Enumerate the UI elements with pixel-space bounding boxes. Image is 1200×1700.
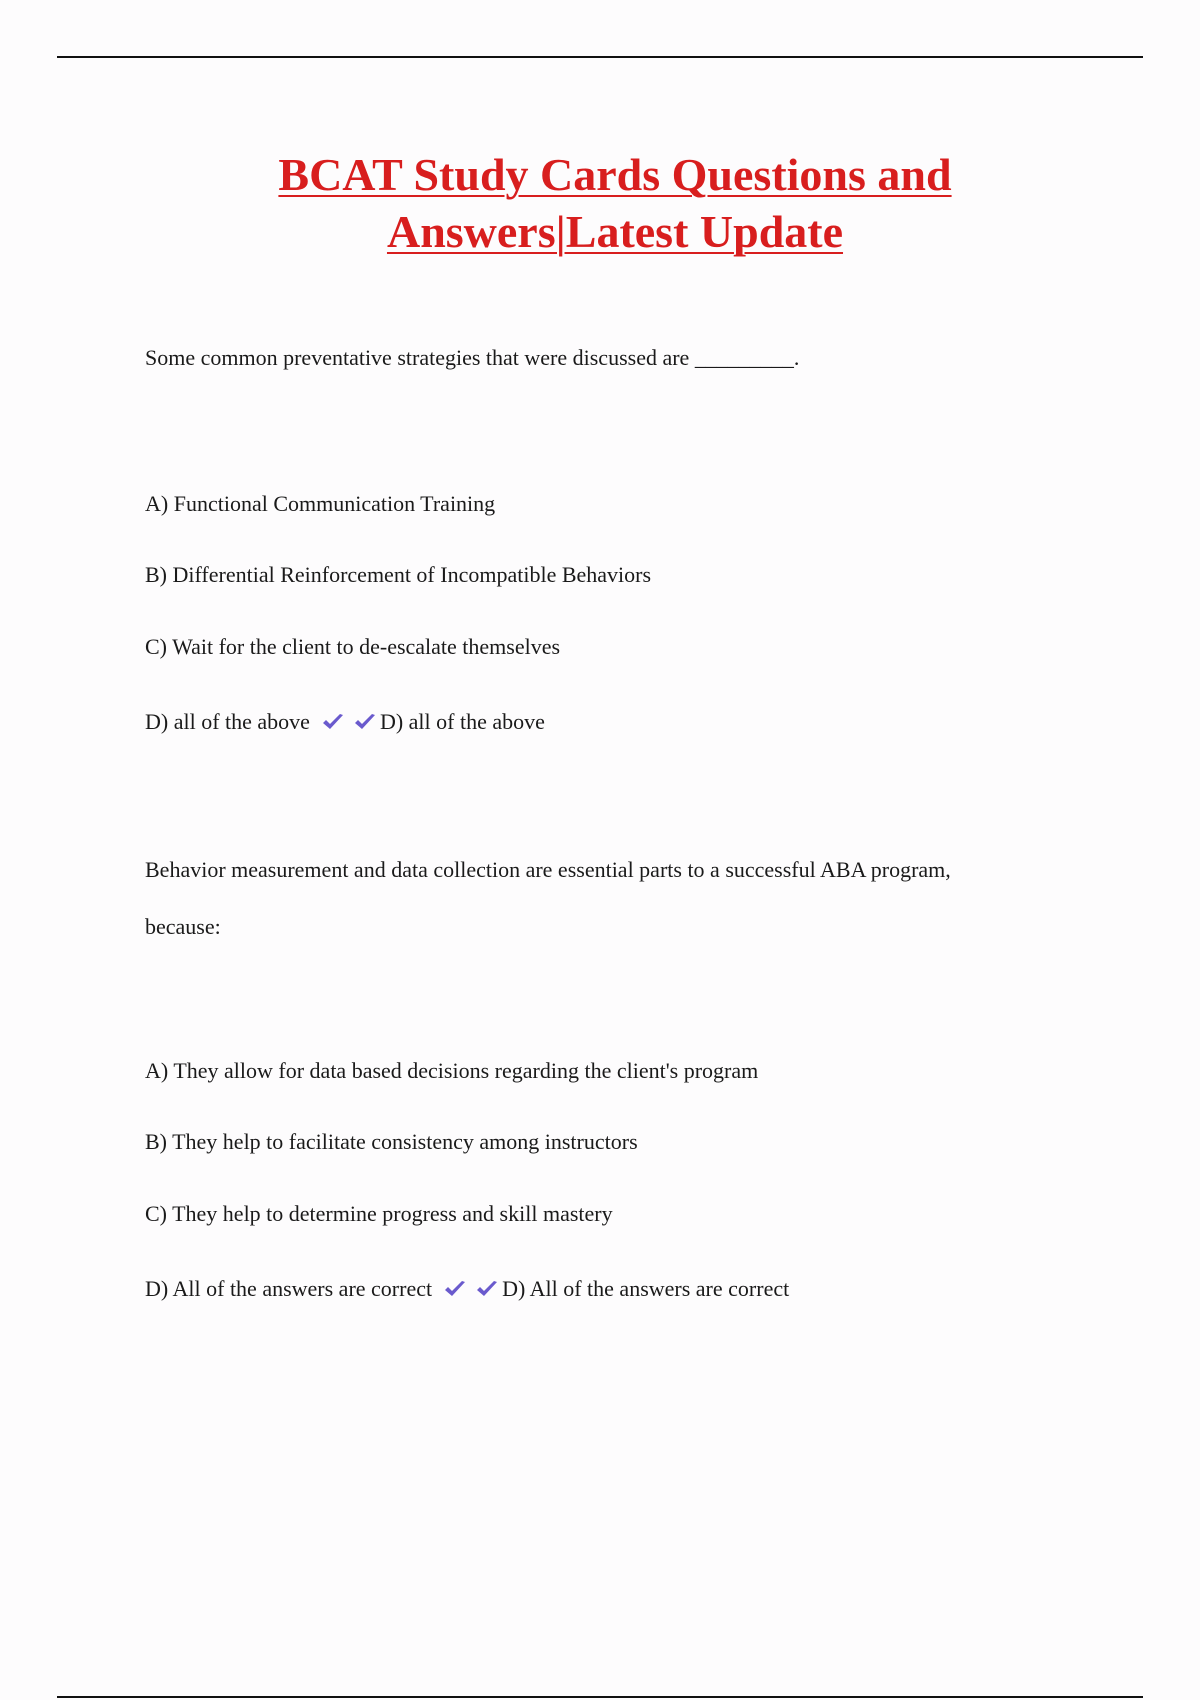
- question-2-option-c: C) They help to determine progress and skill mastery: [145, 1201, 613, 1226]
- question-1-option-b: B) Differential Reinforcement of Incompatible Behaviors: [145, 562, 652, 587]
- question-1-answer-line: [145, 708, 545, 736]
- title-line-1: BCAT Study Cards Questions and: [278, 149, 952, 200]
- question-1-prompt: Some common preventative strategies that were discussed are _________.: [145, 345, 800, 370]
- document-title: [160, 146, 1070, 260]
- question-1-option-c: C) Wait for the client to de-escalate themselves: [145, 634, 561, 659]
- title-line-2: Answers|Latest Update: [386, 206, 844, 257]
- checkmark-icon: [442, 1278, 468, 1300]
- question-2-option-d: D) All of the answers are correct: [145, 1276, 433, 1301]
- question-2-option-b: B) They help to facilitate consistency among instructors: [145, 1129, 638, 1154]
- question-2-prompt-line-1: Behavior measurement and data collection are essential parts to a successful ABA program,: [145, 857, 951, 882]
- question-1-option-d: D) all of the above: [145, 709, 310, 734]
- header-rule: [57, 56, 1143, 58]
- checkmark-icon: [352, 711, 378, 733]
- checkmark-icon: [320, 711, 346, 733]
- question-2-prompt-line-2: because:: [145, 914, 221, 939]
- question-1-option-a: A) Functional Communication Training: [145, 491, 496, 516]
- checkmark-icon: [474, 1278, 500, 1300]
- question-2-option-a: A) They allow for data based decisions regarding the client's program: [145, 1058, 759, 1083]
- question-2-answer-line: [145, 1275, 789, 1303]
- footer-rule: [57, 1696, 1143, 1698]
- question-1-answer: D) all of the above: [379, 709, 545, 734]
- question-2-answer: D) All of the answers are correct: [502, 1276, 790, 1301]
